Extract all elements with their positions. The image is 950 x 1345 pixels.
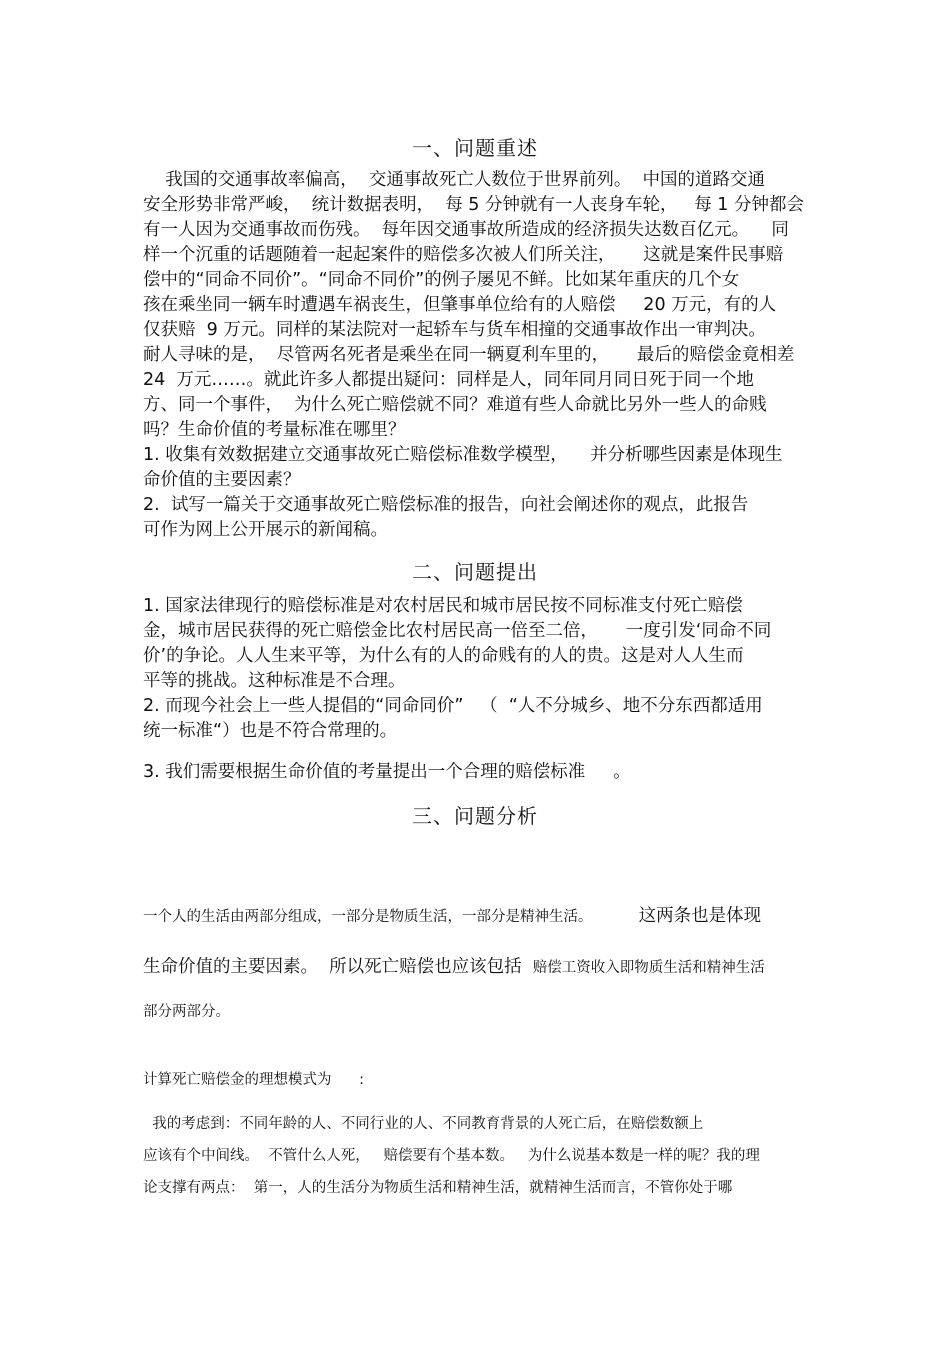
text-line: 吗？生命价值的考量标准在哪里？ <box>143 420 406 440</box>
text-line <box>143 955 765 980</box>
text-line: 统一标准“）也是不符合常理的。 <box>143 721 398 741</box>
section-heading-2: 二、问题提出 <box>412 560 538 584</box>
text-small: 赔偿工资收入即物质生活和精神生活 <box>532 960 765 976</box>
text-line: 论支撑有两点： 第一，人的生活分为物质生活和精神生活，就精神生活而言，不管你处于哪 <box>143 1180 733 1196</box>
text-line: 24 万元……。就此许多人都提出疑问：同样是人，同年同月同日死于同一个地 <box>143 370 754 390</box>
text-line: 平等的挑战。这种标准是不合理。 <box>143 671 406 691</box>
text-line: 价’的争论。人人生来平等，为什么有的人的命贱有的人的贵。这是对人人生而 <box>143 646 744 666</box>
text-line: 偿中的“同命不同价”。“同命不同价”的例子屡见不鲜。比如某年重庆的几个女 <box>143 270 740 290</box>
text-line: 计算死亡赔偿金的理想模式为 : <box>143 1072 365 1088</box>
section-heading-3: 三、问题分析 <box>412 804 538 828</box>
text-large: 这两条也是体现 <box>638 906 762 926</box>
text-line: 部分两部分。 <box>143 1004 230 1020</box>
text-line: 安全形势非常严峻， 统计数据表明， 每 5 分钟就有一人丧身车轮， 每 1 分钟都会 <box>143 195 804 215</box>
text-line: 我的考虑到：不同年龄的人、不同行业的人、不同教育背景的人死亡后，在赔偿数额上 <box>143 1116 704 1132</box>
text-line <box>143 906 761 927</box>
text-line: 金，城市居民获得的死亡赔偿金比农村居民高一倍至二倍， 一度引发‘同命不同 <box>143 621 772 641</box>
text-line: 应该有个中间线。 不管什么人死， 赔偿要有个基本数。 为什么说基本数是一样的呢？我的理 <box>143 1148 760 1164</box>
text-line: 2. 而现今社会上一些人提倡的“同命同价” （ “人不分城乡、地不分东西都适用 <box>143 696 763 716</box>
text-line: 方、同一个事件， 为什么死亡赔偿就不同？难道有些人命就比另外一些人的命贱 <box>143 395 767 415</box>
text-line: 仅获赔 9 万元。同样的某法院对一起轿车与货车相撞的交通事故作出一审判决。 <box>143 320 766 340</box>
text-large: 生命价值的主要因素。 所以死亡赔偿也应该包括 <box>143 957 533 977</box>
text-small: 一个人的生活由两部分组成，一部分是物质生活，一部分是精神生活。 <box>143 909 639 925</box>
text-line: 样一个沉重的话题随着一起起案件的赔偿多次被人们所关注， 这就是案件民事赔 <box>143 245 784 265</box>
text-line: 3. 我们需要根据生命价值的考量提出一个合理的赔偿标准 。 <box>143 762 631 782</box>
text-line: 耐人寻味的是， 尽管两名死者是乘坐在同一辆夏利车里的， 最后的赔偿金竟相差 <box>143 345 795 365</box>
text-line: 1. 收集有效数据建立交通事故死亡赔偿标准数学模型， 并分析哪些因素是体现生 <box>143 445 783 465</box>
text-line: 我国的交通事故率偏高， 交通事故死亡人数位于世界前列。 中国的道路交通 <box>143 170 765 190</box>
text-line: 2. 试写一篇关于交通事故死亡赔偿标准的报告，向社会阐述你的观点，此报告 <box>143 495 749 515</box>
section-heading-1: 一、问题重述 <box>412 136 538 160</box>
text-line: 1. 国家法律现行的赔偿标准是对农村居民和城市居民按不同标准支付死亡赔偿 <box>143 596 743 616</box>
text-line: 可作为网上公开展示的新闻稿。 <box>143 520 388 540</box>
text-line: 命价值的主要因素？ <box>143 470 301 490</box>
text-line: 有一人因为交通事故而伤残。 每年因交通事故所造成的经济损失达数百亿元。 同 <box>143 220 789 240</box>
text-line: 孩在乘坐同一辆车时遭遇车祸丧生，但肇事单位给有的人赔偿 20 万元，有的人 <box>143 295 777 315</box>
